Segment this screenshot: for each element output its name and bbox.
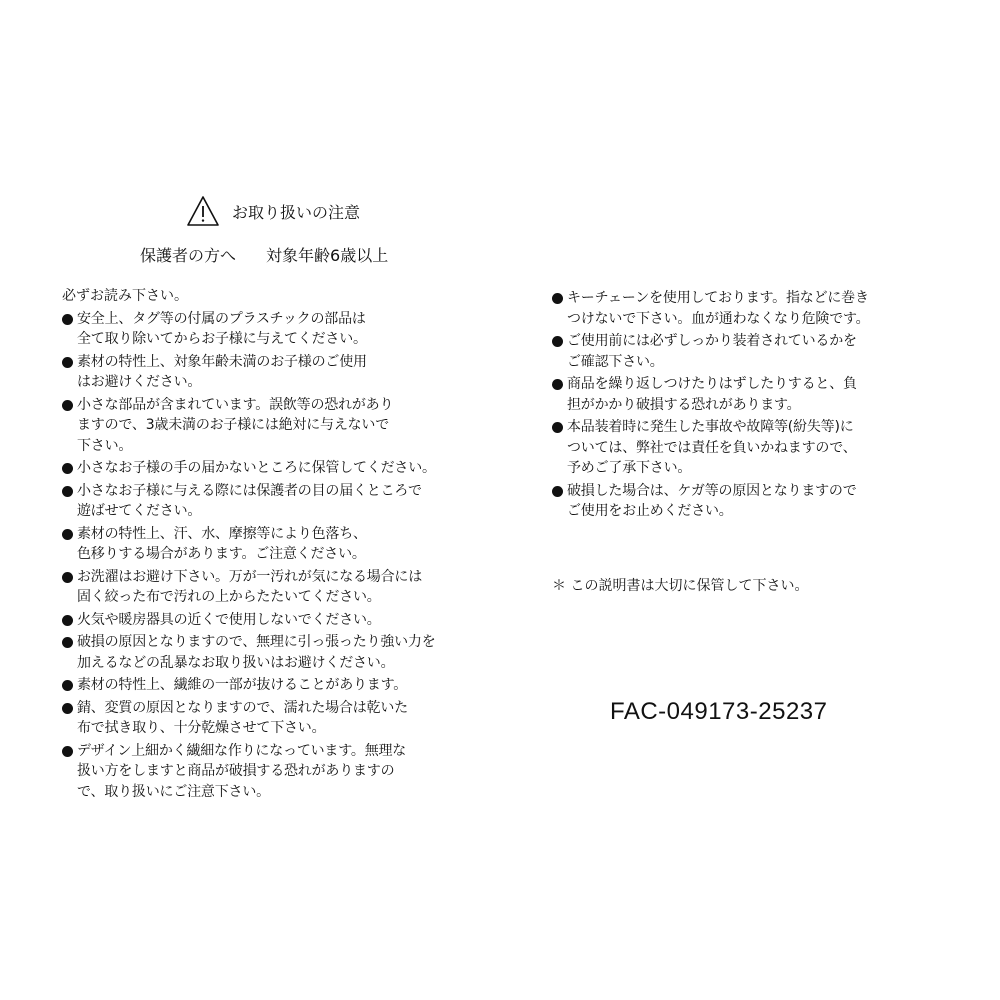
precaution-line: つけないで下さい。血が通わなくなり危険です。	[567, 310, 870, 327]
bullet-dot-icon	[62, 357, 73, 368]
precaution-item	[552, 417, 932, 479]
precaution-line: 固く絞った布で汚れの上からたたいてください。	[77, 589, 381, 605]
precaution-line: 加えるなどの乱暴なお取り扱いはお避けください。	[77, 654, 395, 671]
product-code: FAC-049173-25237	[610, 698, 828, 725]
precaution-item	[552, 374, 932, 415]
bullet-dot-icon	[62, 572, 73, 583]
bullet-dot-icon	[552, 336, 563, 347]
notice-subtitle	[140, 243, 388, 266]
bullet-dot-icon	[62, 486, 73, 497]
precaution-item	[62, 741, 472, 803]
precaution-line: 担がかかり破損する恐れがあります。	[567, 396, 801, 413]
precaution-line: キーチェーンを使用しております。指などに巻き	[567, 290, 869, 306]
precaution-line: 本品装着時に発生した事故や故障等(紛失等)に	[567, 419, 854, 435]
precaution-item	[62, 395, 472, 457]
precaution-line: 予めご了承下さい。	[567, 460, 692, 476]
precaution-line: 扱い方をしますと商品が破損する恐れがありますの	[77, 763, 395, 779]
precaution-line: 素材の特性上、汗、水、摩擦等により色落ち、	[77, 525, 367, 542]
bullet-dot-icon	[62, 463, 73, 474]
precaution-line: 布で拭き取り、十分乾燥させて下さい。	[77, 720, 326, 736]
bullet-dot-icon	[552, 293, 563, 304]
precaution-line: ついては、弊社では責任を負いかねますので、	[567, 439, 857, 456]
precaution-line: 破損した場合は、ケガ等の原因となりますので	[567, 482, 857, 499]
precaution-item	[62, 610, 472, 631]
precaution-line: お洗濯はお避け下さい。万が一汚れが気になる場合には	[77, 568, 422, 585]
precautions-right-column	[552, 286, 932, 522]
precaution-line: 商品を繰り返しつけたりはずしたりすると、負	[567, 376, 857, 392]
storage-note: ＊ この説明書は大切に保管して下さい。	[552, 578, 809, 594]
precaution-line: 全て取り除いてからお子様に与えてください。	[77, 331, 367, 347]
precaution-line: デザイン上細かく繊細な作りになっています。無理な	[77, 742, 407, 759]
precaution-item	[62, 309, 472, 350]
precaution-line: 火気や暖房器具の近くで使用しないでください。	[77, 611, 381, 628]
precaution-line: 小さなお子様に与える際には保護者の目の届くところで	[77, 482, 422, 499]
precaution-line: 素材の特性上、対象年齢未満のお子様のご使用	[77, 353, 367, 370]
precaution-line: ますので、3歳未満のお子様には絶対に与えないで	[77, 417, 390, 433]
precaution-line: 錆、変質の原因となりますので、濡れた場合は乾いた	[77, 699, 408, 716]
bullet-dot-icon	[62, 680, 73, 691]
bullet-dot-icon	[62, 314, 73, 325]
precaution-line: 下さい。	[77, 437, 133, 454]
precaution-line: ご確認下さい。	[567, 353, 664, 370]
precaution-item	[62, 524, 472, 565]
read-notice: 必ずお読み下さい。	[62, 288, 188, 304]
precautions-left-column	[62, 286, 472, 802]
precaution-item	[552, 481, 932, 522]
precaution-line: 遊ばせてください。	[77, 503, 202, 519]
precaution-item	[62, 352, 472, 393]
notice-title: お取り扱いの注意	[232, 202, 361, 222]
precaution-item	[552, 331, 932, 372]
precaution-line: で、取り扱いにご注意下さい。	[77, 783, 270, 800]
precaution-item	[62, 458, 472, 479]
bullet-dot-icon	[552, 379, 563, 390]
bullet-dot-icon	[62, 615, 73, 626]
precaution-item	[62, 675, 472, 696]
bullet-dot-icon	[62, 400, 73, 411]
precaution-line: 小さなお子様の手の届かないところに保管してください。	[77, 460, 436, 476]
bullet-dot-icon	[62, 637, 73, 648]
precaution-line: 小さな部品が含まれています。誤飲等の恐れがあり	[77, 396, 394, 413]
precaution-line: 安全上、タグ等の付属のプラスチックの部品は	[77, 310, 366, 327]
precaution-line: ご使用をお止めください。	[567, 503, 733, 519]
guardian-label: 保護者の方へ	[140, 246, 237, 265]
precaution-item	[62, 632, 472, 673]
bullet-dot-icon	[62, 746, 73, 757]
precaution-item	[62, 481, 472, 522]
notice-header	[186, 193, 360, 229]
bullet-dot-icon	[552, 486, 563, 497]
bullet-dot-icon	[62, 529, 73, 540]
precaution-line: 破損の原因となりますので、無理に引っ張ったり強い力を	[77, 634, 436, 650]
precaution-line: 色移りする場合があります。ご注意ください。	[77, 546, 366, 562]
precaution-line: 素材の特性上、繊維の一部が抜けることがあります。	[77, 677, 408, 693]
precaution-item	[62, 567, 472, 608]
bullet-dot-icon	[62, 703, 73, 714]
age-label: 対象年齢6歳以上	[266, 246, 389, 265]
precaution-line: はお避けください。	[77, 374, 202, 390]
precaution-line: ご使用前には必ずしっかり装着されているかを	[567, 333, 857, 349]
precaution-item	[62, 698, 472, 739]
precaution-item	[552, 288, 932, 329]
bullet-dot-icon	[552, 422, 563, 433]
warning-triangle-icon	[186, 195, 220, 227]
